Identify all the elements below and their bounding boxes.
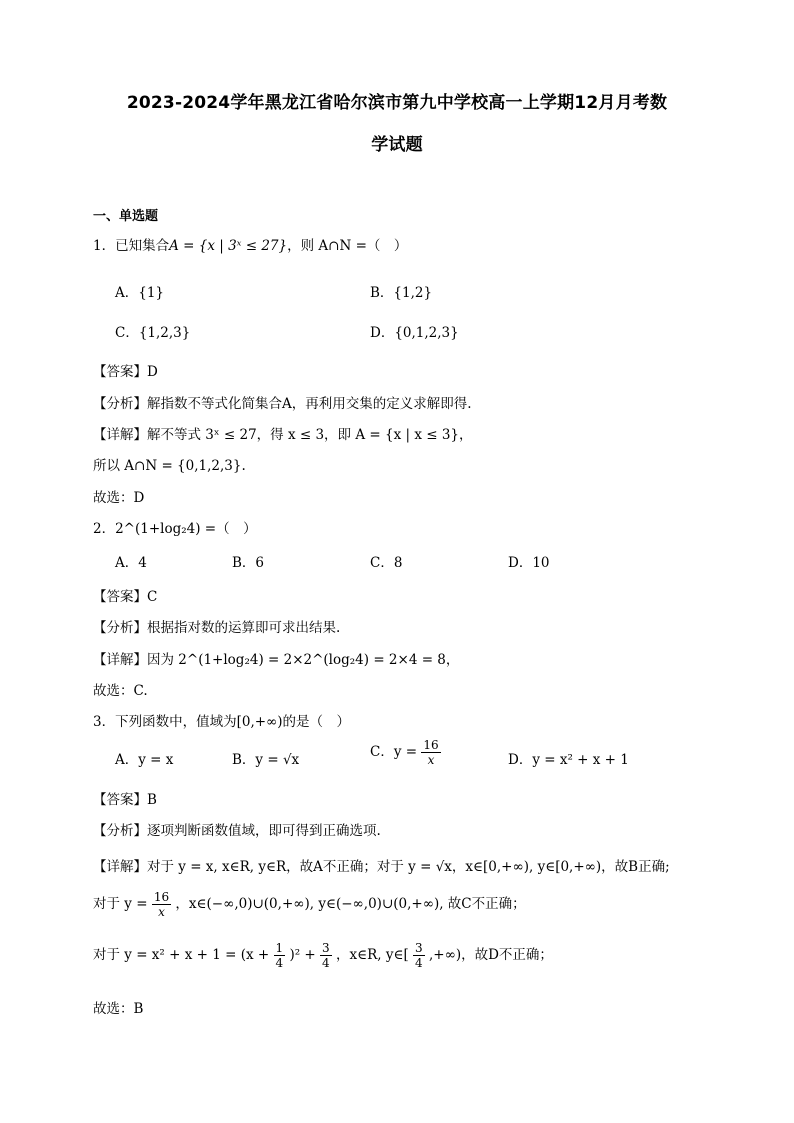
q1-detail-text: 解不等式 3ˣ ≤ 27，得 x ≤ 3，即 A = {x | x ≤ 3}， [147, 427, 473, 443]
fraction-numerator: 1 [275, 941, 284, 955]
fraction-numerator: 16 [423, 738, 439, 752]
q2-analysis-text: 根据指对数的运算即可求出结果. [147, 620, 341, 636]
q3-detail3-post: ,+∞)，故D不正确； [428, 947, 553, 963]
q3-detail-1 [93, 855, 670, 875]
q2-stem: 2．2^(1+log₂4) =（ ） [93, 521, 257, 537]
q1-option-b: B．{1,2} [370, 285, 433, 301]
q2-option-c: C．8 [370, 555, 403, 571]
q3-option-c-fraction [421, 738, 440, 767]
q3-detail3-fraction-2 [320, 941, 332, 970]
q2-answer [93, 585, 157, 605]
q3-option-c-pre: C．y = [370, 744, 418, 760]
q3-detail-3 [93, 941, 553, 970]
q3-detail-text-1: 对于 y = x, x∈R, y∈R，故A不正确；对于 y = √x，x∈[0,+∞), y∈[0,+∞)，故B正确; [147, 859, 670, 875]
fraction-denominator: 4 [322, 956, 330, 970]
q3-answer [93, 788, 157, 808]
detail-tag: 【详解】 [93, 859, 147, 875]
answer-tag: 【答案】 [93, 792, 147, 808]
q1-option-c: C．{1,2,3} [115, 325, 191, 341]
q3-detail3-mid2: )² + [289, 947, 316, 963]
analysis-tag: 【分析】 [93, 823, 147, 839]
q2-choose: 故选：C. [93, 683, 148, 699]
q1-detail [93, 423, 473, 443]
fraction-numerator: 3 [322, 941, 330, 955]
doc-title-line2: 学试题 [371, 135, 423, 155]
q3-analysis-text: 逐项判断函数值域，即可得到正确选项. [147, 823, 381, 839]
q3-detail3-fraction-1 [274, 941, 286, 970]
q1-answer [93, 360, 158, 380]
q3-detail3-mid1: (x + [240, 947, 270, 963]
detail-tag: 【详解】 [93, 652, 147, 668]
q1-stem [93, 234, 407, 254]
q1-stem-post: ，则 A∩N =（ ） [287, 238, 408, 254]
q1-detail-2: 所以 A∩N = {0,1,2,3}. [93, 458, 246, 474]
q3-answer-value: B [147, 792, 157, 808]
detail-tag: 【详解】 [93, 427, 147, 443]
analysis-tag: 【分析】 [93, 396, 147, 412]
q3-choose: 故选：B [93, 1001, 144, 1017]
q3-detail-2 [93, 890, 526, 919]
q2-detail-text: 因为 2^(1+log₂4) = 2×2^(log₂4) = 2×4 = 8， [147, 652, 460, 668]
q1-choose: 故选：D [93, 490, 145, 506]
q3-analysis [93, 819, 381, 839]
q1-stem-pre: 1．已知集合 [93, 238, 170, 254]
analysis-tag: 【分析】 [93, 620, 147, 636]
q1-option-a: A．{1} [115, 285, 165, 301]
fraction-denominator: x [427, 753, 435, 767]
q3-option-c [370, 738, 441, 767]
fraction-denominator: x [158, 905, 165, 919]
q2-option-b: B．6 [232, 555, 265, 571]
q1-analysis [93, 392, 472, 412]
q2-option-d: D．10 [508, 555, 550, 571]
fraction-denominator: 4 [415, 956, 423, 970]
q3-detail3-pre: 对于 y = x² + x + 1 = [93, 947, 237, 963]
q3-stem: 3．下列函数中，值域为[0,+∞)的是（ ） [93, 714, 351, 730]
answer-tag: 【答案】 [93, 589, 147, 605]
answer-tag: 【答案】 [93, 364, 147, 380]
q3-detail3-fraction-3 [413, 941, 425, 970]
q1-set-expr: A = {x | 3ˣ ≤ 27} [169, 238, 288, 254]
doc-title-line1: 2023-2024学年黑龙江省哈尔滨市第九中学校高一上学期12月月考数 [126, 93, 668, 113]
fraction-denominator: 4 [275, 956, 284, 970]
q2-detail [93, 648, 459, 668]
q3-detail3-mid3: ，x∈R, y∈[ [335, 947, 409, 963]
q1-answer-value: D [147, 364, 158, 380]
q3-detail2-post: ，x∈(−∞,0)∪(0,+∞), y∈(−∞,0)∪(0,+∞), 故C不正确； [175, 896, 526, 912]
q2-option-a: A．4 [115, 555, 147, 571]
q2-answer-value: C [147, 589, 158, 605]
q3-detail2-fraction [152, 890, 171, 919]
q3-option-a: A．y = x [115, 752, 174, 768]
fraction-numerator: 16 [153, 890, 170, 904]
fraction-numerator: 3 [415, 941, 423, 955]
section-heading: 一、单选题 [93, 209, 159, 224]
q3-option-b: B．y = √x [232, 752, 300, 768]
q1-analysis-text: 解指数不等式化简集合A，再利用交集的定义求解即得. [147, 396, 472, 412]
q2-analysis [93, 616, 340, 636]
q3-detail2-pre: 对于 y = [93, 896, 148, 912]
q3-option-d: D．y = x² + x + 1 [508, 752, 629, 768]
q1-option-d: D．{0,1,2,3} [370, 325, 459, 341]
